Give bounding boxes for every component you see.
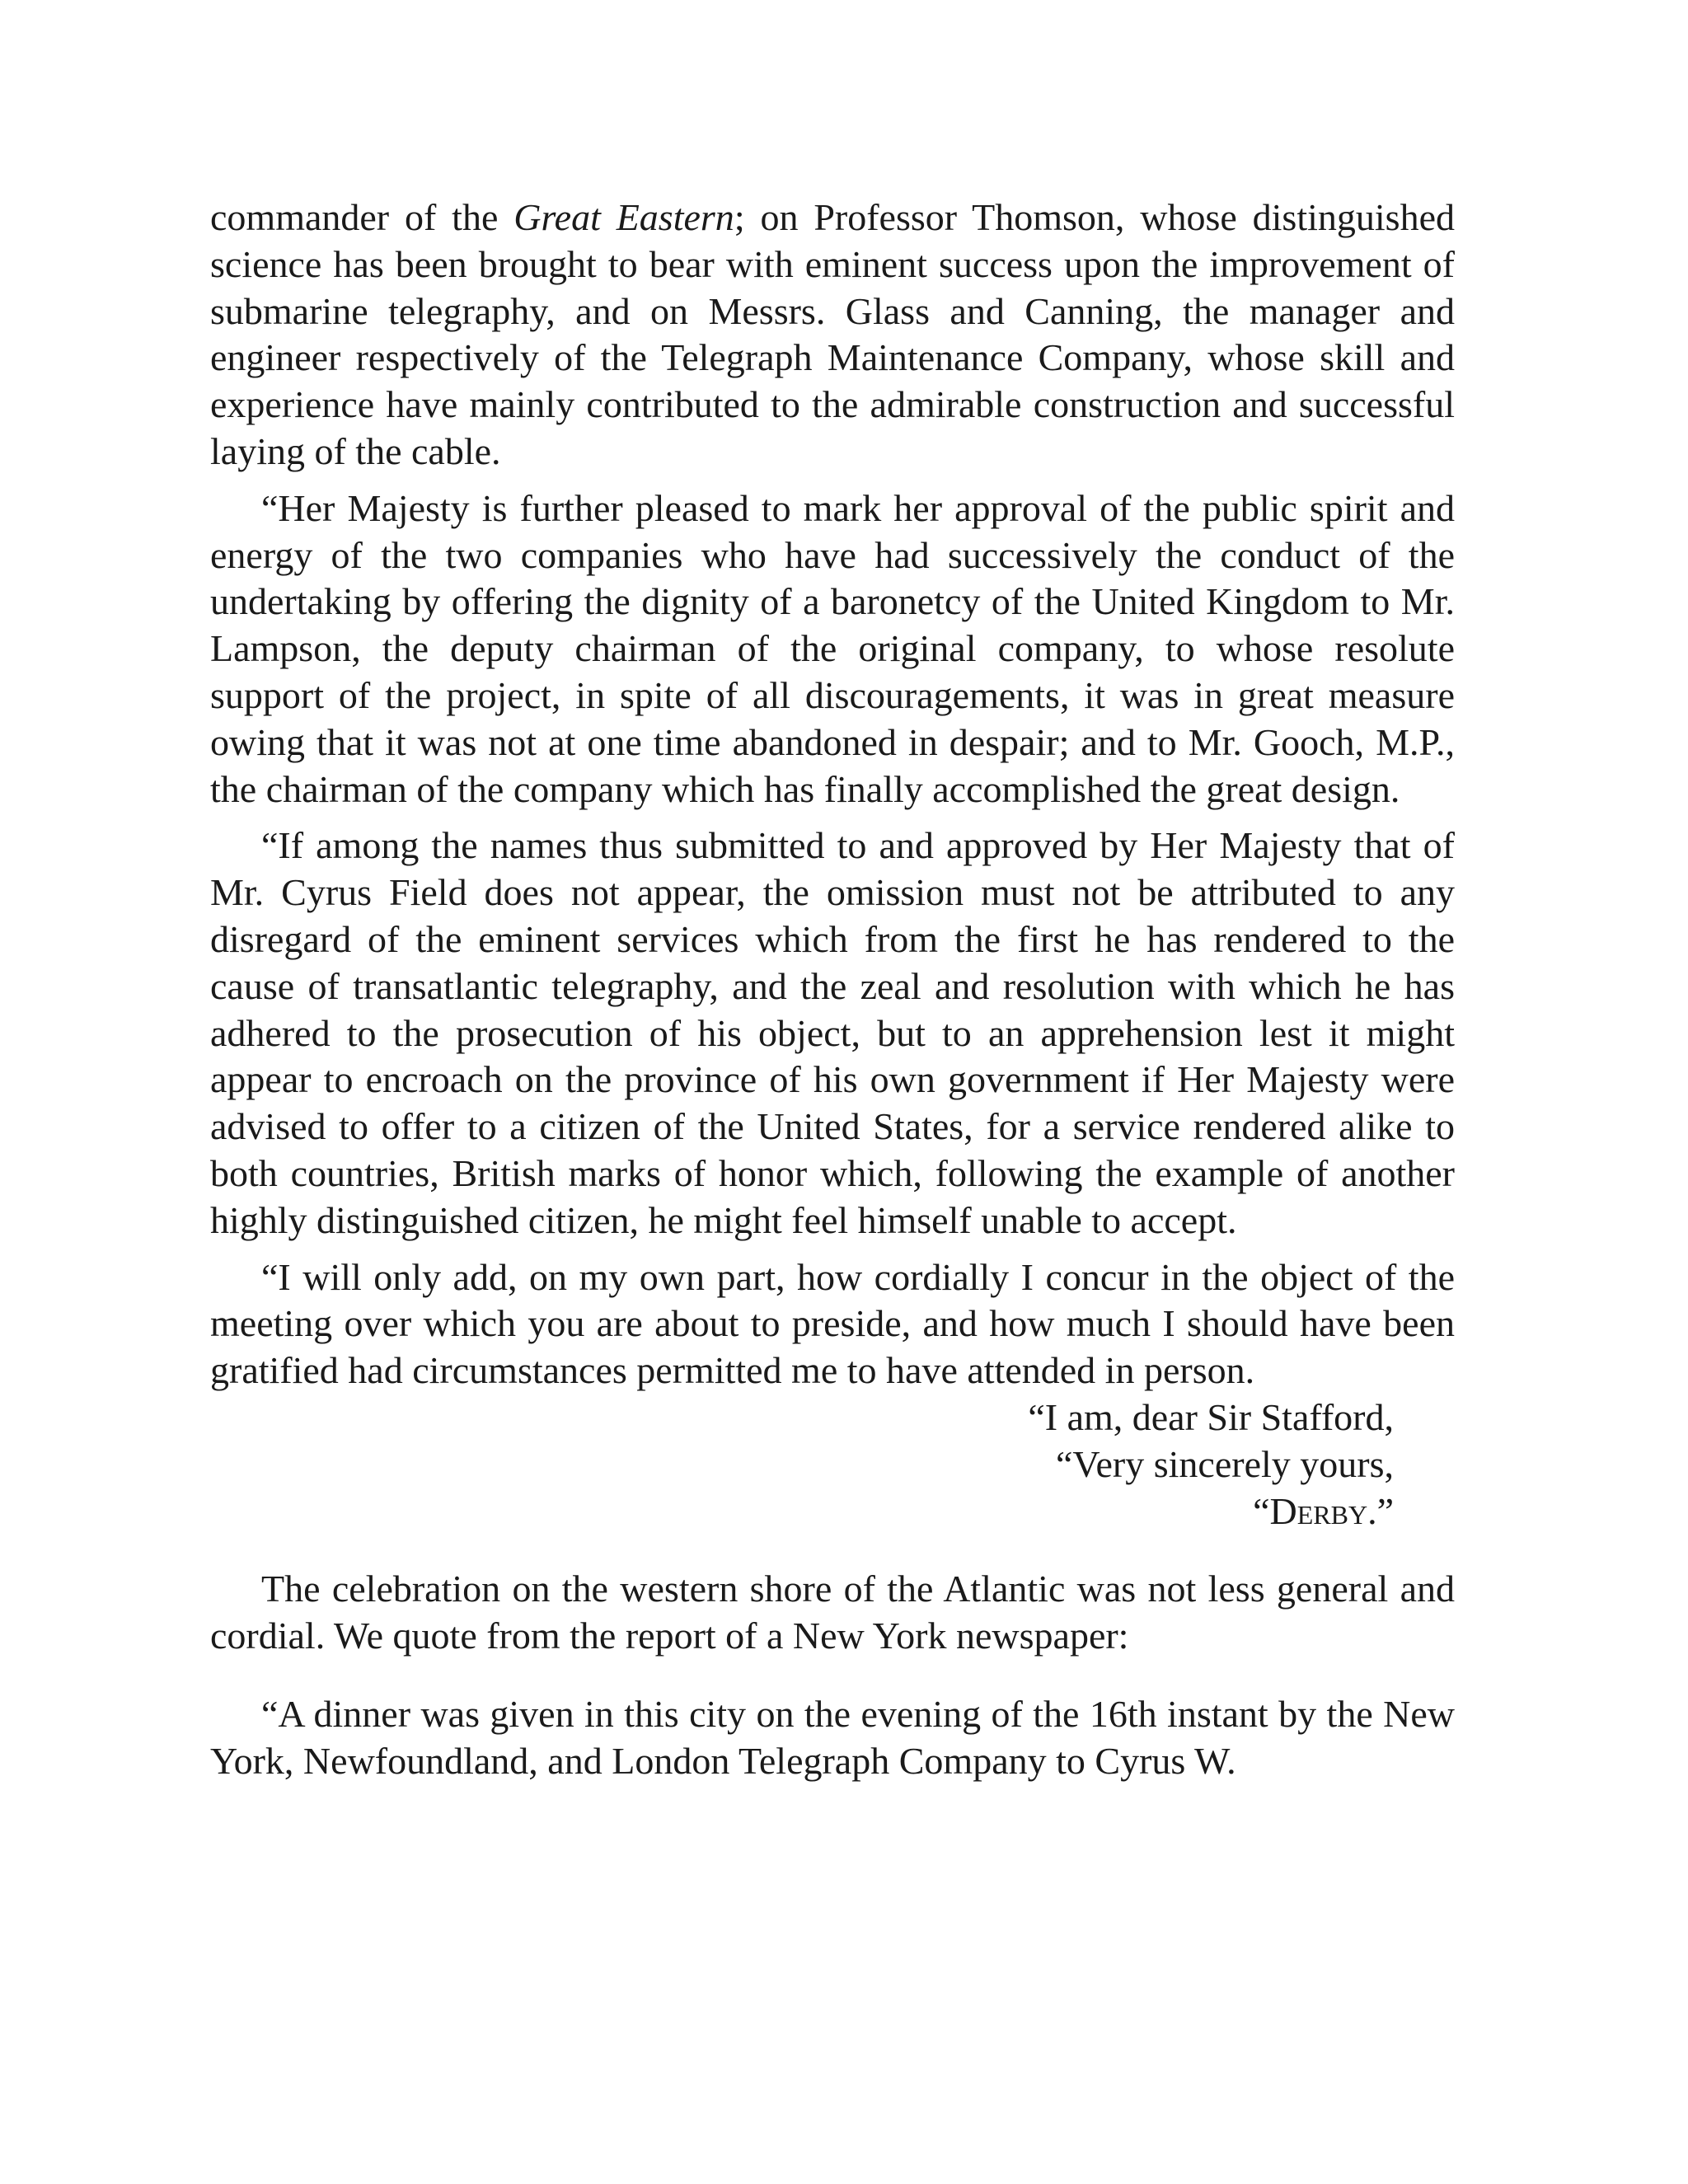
paragraph-dinner-report: “A dinner was given in this city on the evening of the 16th instant by the New York, Newfoundland, and London Telegraph Company to Cyrus W. xyxy=(210,1692,1455,1782)
signature-valediction: “Very sincerely yours, xyxy=(1055,1442,1394,1485)
signature-salutation: “I am, dear Sir Stafford, xyxy=(1028,1395,1394,1438)
signature-name: “Derby.” xyxy=(1253,1489,1394,1532)
document-page xyxy=(210,194,1455,1785)
letter-signature xyxy=(210,1394,1455,1535)
paragraph-honors-commander: commander of the Great Eastern; on Professor Thomson, whose distinguished science has been brought to bear with eminent success upon the improvement of submarine telegraphy, and on Messrs. Glass and Canning, the manager and engineer respectively of the Telegraph Maintenance Company, whose skill and experience have mainly contributed to the admirable construction and successful laying of the cable. xyxy=(210,196,1455,472)
paragraph-cyrus-field: “If among the names thus submitted to and approved by Her Majesty that of Mr. Cyrus Field does not appear, the omission must not be attributed to any disregard of the eminent services which from the first he has rendered to the cause of transatlantic telegraphy, and the zeal and resolution with which he has adhered to the prosecution of his object, but to an apprehension lest it might appear to encroach on the province of his own government if Her Majesty were advised to offer to a citizen of the United States, for a service rendered alike to both countries, British marks of honor which, following the example of another highly distinguished citizen, he might feel himself unable to accept. xyxy=(210,824,1455,1241)
ship-name: Great Eastern xyxy=(513,196,734,238)
paragraph-closing-remark: “I will only add, on my own part, how cordially I concur in the object of the meeting over which you are about to preside, and how much I should have been gratified had circumstances permitted me to have attended in person. xyxy=(210,1255,1455,1392)
paragraph-western-celebration: The celebration on the western shore of the Atlantic was not less general and cordial. We quote from the report of a New York newspaper: xyxy=(210,1568,1455,1657)
paragraph-baronetcy: “Her Majesty is further pleased to mark her approval of the public spirit and energy of the two companies who have had successively the conduct of the undertaking by offering the dignity of a baronetcy of the United Kingdom to Mr. Lampson, the deputy chairman of the original company, to whose resolute support of the project, in spite of all discouragements, it was in great measure owing that it was not at one time abandoned in despair; and to Mr. Gooch, M.P., the chairman of the company which has finally accomplished the great design. xyxy=(210,486,1455,810)
